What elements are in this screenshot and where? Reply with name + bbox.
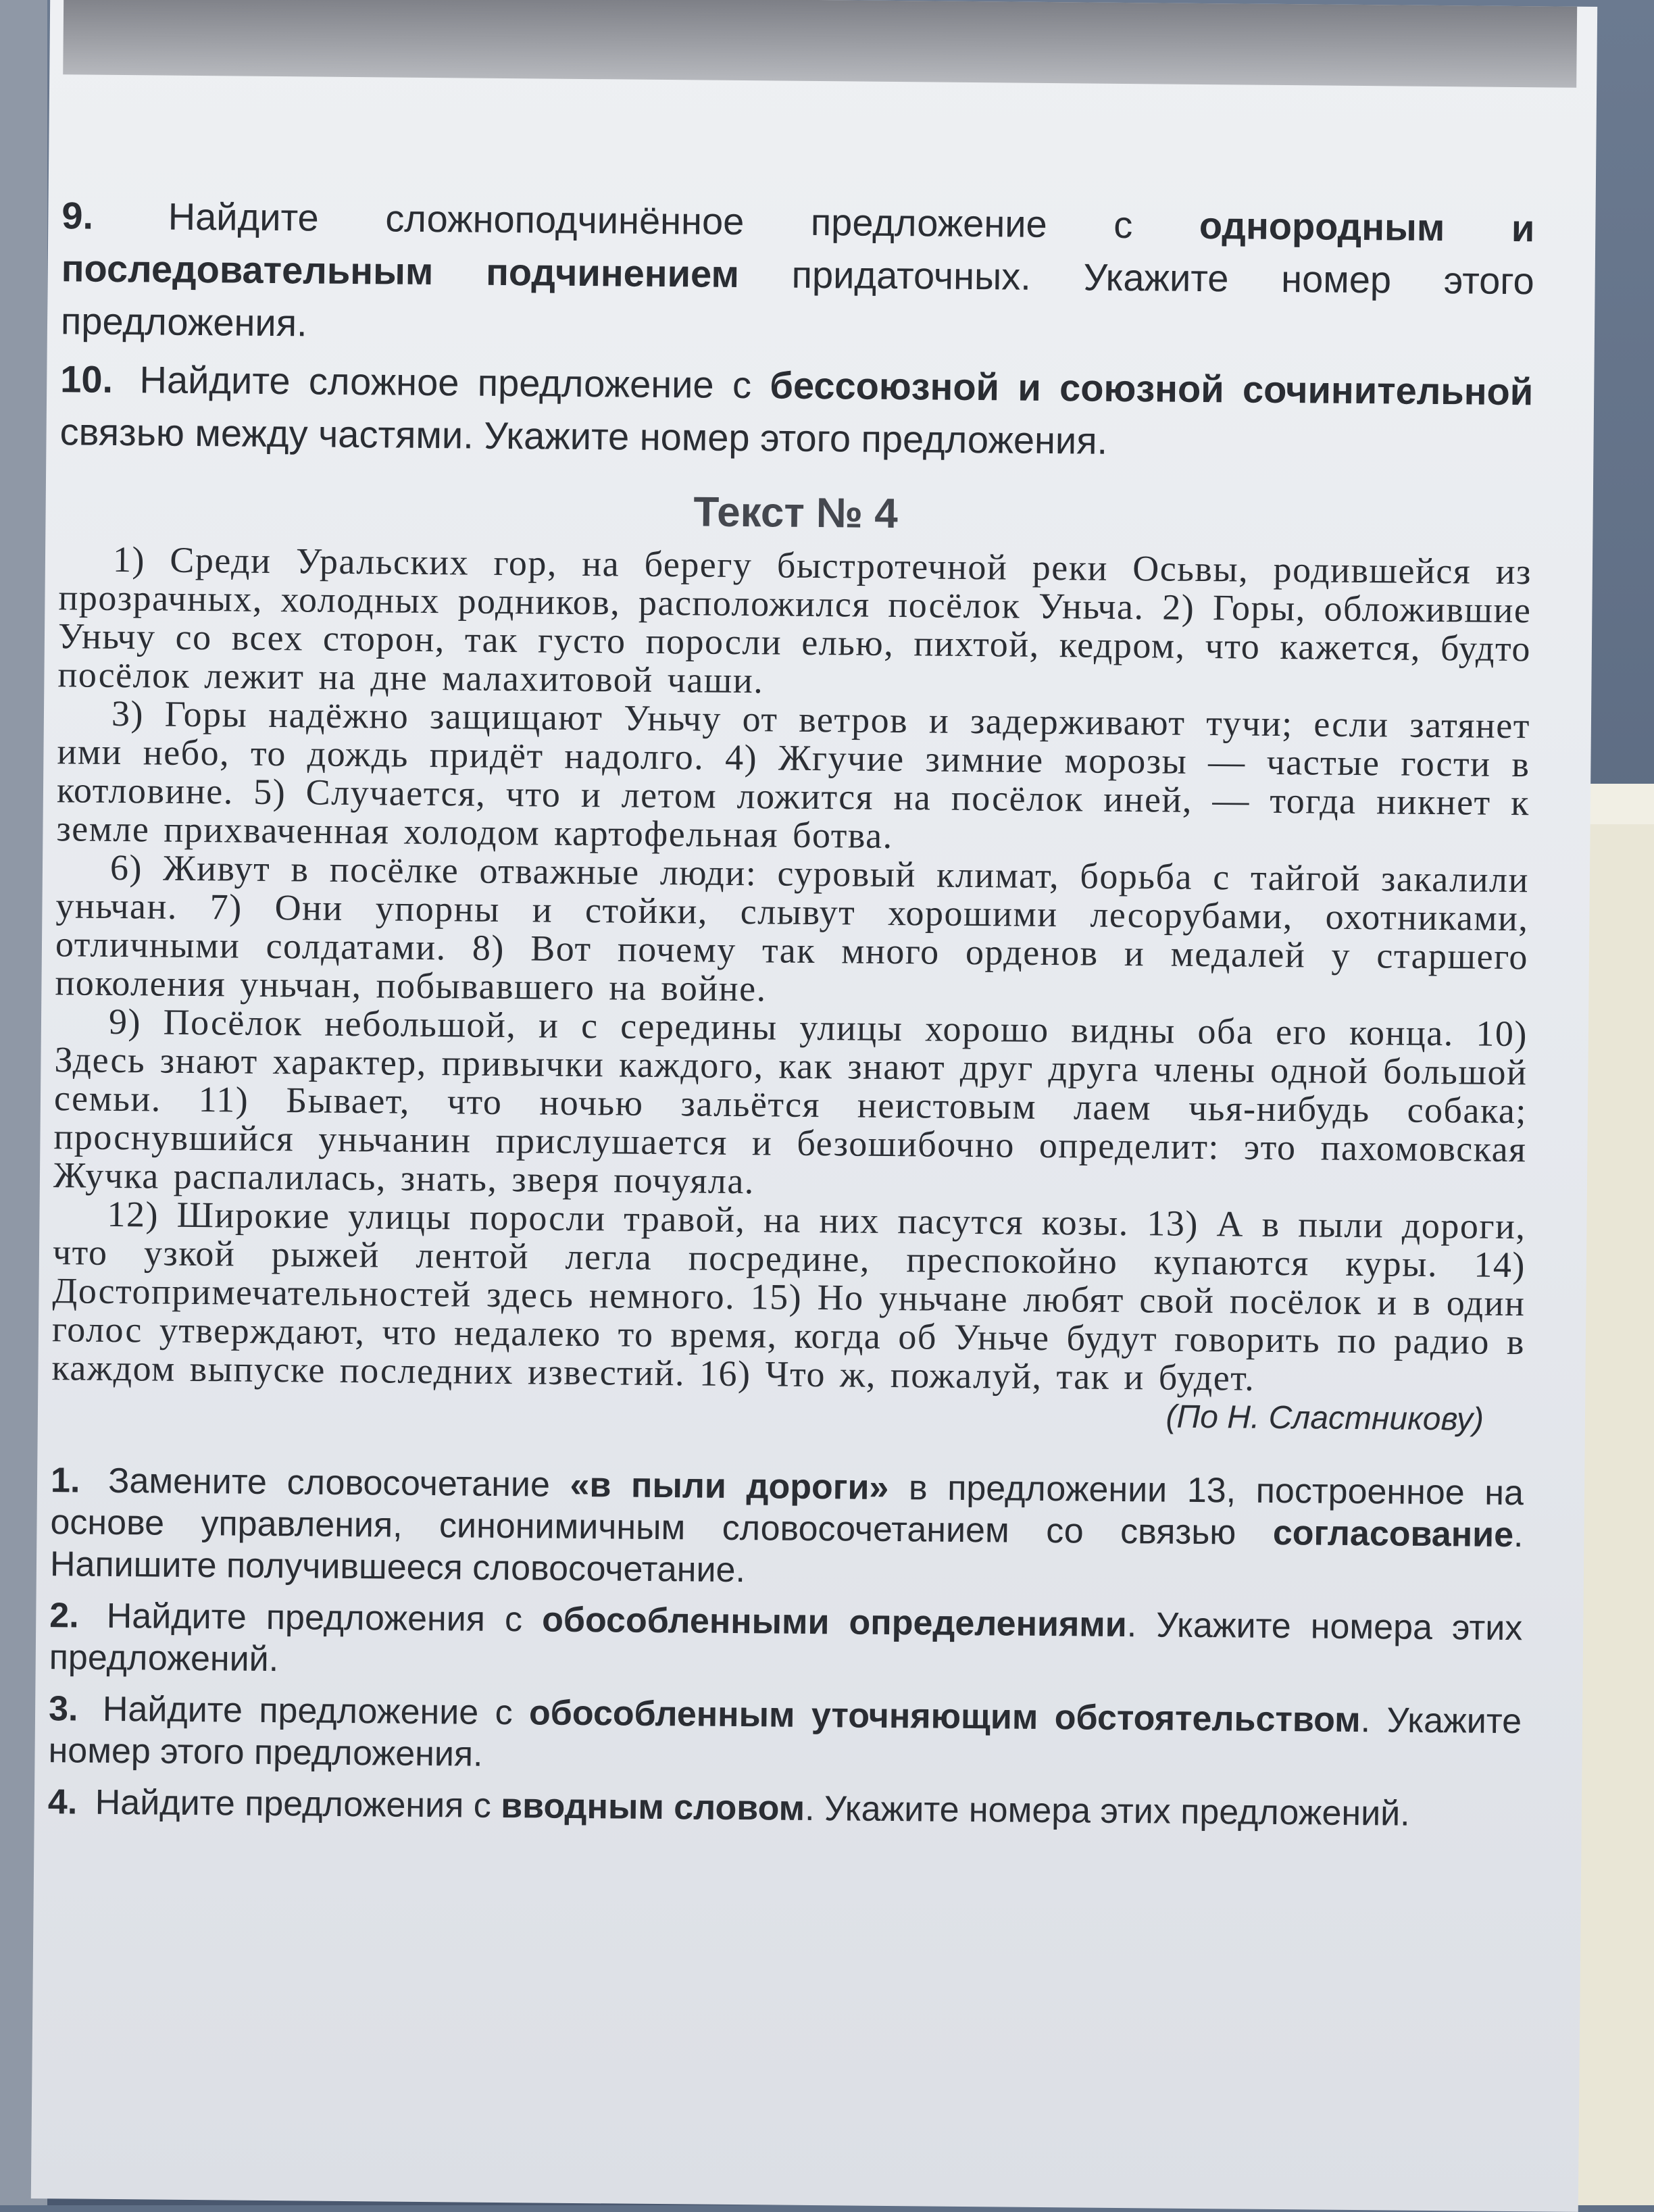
task-text-end: связью между частями. Укажите номер этого предложения. bbox=[59, 410, 1108, 462]
task-text: Найдите сложное предложение с bbox=[139, 358, 752, 407]
question-emphasis: обособленным уточняющим обстоятельством bbox=[528, 1693, 1361, 1740]
task-emphasis: бессоюзной и союзной сочинительной bbox=[770, 363, 1534, 413]
question-4 bbox=[48, 1781, 1521, 1836]
task-number: 9. bbox=[61, 194, 94, 237]
question-1 bbox=[50, 1459, 1524, 1598]
page-top-shadow bbox=[63, 0, 1577, 88]
question-emphasis: обособленными определениями bbox=[541, 1600, 1128, 1645]
task-9 bbox=[61, 189, 1535, 360]
task-text: Найдите сложноподчинённое предложение с bbox=[168, 195, 1133, 247]
question-number: 2. bbox=[49, 1596, 79, 1636]
question-emphasis: вводным словом bbox=[500, 1786, 805, 1828]
text-paragraph: 6) Живут в посёлке отважные люди: суровый климат, борьба с тайгой закалили уньчан. 7) Они упорны и стойки, слывут хорошими лесорубами, охотниками, отличными солдатами. 8) Вот почему так много орденов и медалей у старшего поколения уньчан, побывавшего на войне. bbox=[55, 847, 1530, 1009]
textbook-page bbox=[31, 0, 1597, 2212]
task-emphasis: однородным и последовательным подчинением bbox=[61, 203, 1535, 295]
task-10 bbox=[59, 353, 1533, 471]
text-author: (По Н. Сластникову) bbox=[1166, 1399, 1484, 1438]
text-paragraph: 3) Горы надёжно защищают Уньчу от ветров и задерживают тучи; если затянет ими небо, то дождь придёт надолго. 4) Жгучие зимние морозы — частые гости в котловине. 5) Случается, что и летом ложится на посёлок иней, — тогда никнет к земле прихваченная холодом картофельная ботва. bbox=[56, 693, 1531, 857]
question-number: 4. bbox=[47, 1782, 78, 1822]
question-text-end: . Укажите номер этого предложения. bbox=[48, 1701, 1522, 1774]
task-text-end: придаточных. Укажите номер этого предложения. bbox=[60, 253, 1534, 345]
text-paragraph: 1) Среди Уральских гор, на берегу быстротечной реки Осьвы, родившейся из прозрачных, холодных родников, расположился посёлок Уньча. 2) Горы, обложившие Уньчу со всех сторон, так густо поросли елью, пихтой, кедром, что кажется, будто посёлок лежит на дне малахитовой чаши. bbox=[57, 538, 1532, 701]
question-number: 3. bbox=[48, 1689, 78, 1729]
question-text-end: . Укажите номера этих предложений. bbox=[804, 1788, 1410, 1834]
text-paragraph: 12) Широкие улицы поросли травой, на них пасутся козы. 13) А в пыли дороги, что узкой рыжей лентой легла посредине, преспокойно купаются куры. 14) Достопримечательностей здесь немного. 15) Но уньчане любят свой посёлок и в один голос утверждают, что недалеко то время, когда об Уньче будут говорить по радио в каждом выпуске последних известий. 16) Что ж, пожалуй, так и будет. bbox=[51, 1193, 1526, 1399]
question-text: Найдите предложение с bbox=[102, 1689, 513, 1733]
question-emphasis-2: согласование bbox=[1272, 1513, 1514, 1555]
question-emphasis: «в пыли дороги» bbox=[570, 1465, 889, 1507]
question-3 bbox=[48, 1688, 1522, 1784]
question-text-end: . Напишите получившееся словосочетание. bbox=[49, 1515, 1524, 1590]
question-text-end: . Укажите номера этих предложений. bbox=[49, 1605, 1523, 1680]
task-number: 10. bbox=[60, 357, 114, 401]
question-text: Замените словосочетание bbox=[107, 1461, 551, 1505]
question-text-mid: в предложении 13, построенное на основе управления, синонимичным словосочетанием со связью bbox=[50, 1468, 1524, 1553]
question-2 bbox=[49, 1594, 1523, 1691]
question-text: Найдите предложения с bbox=[95, 1782, 492, 1826]
question-text: Найдите предложения с bbox=[106, 1596, 523, 1640]
text-title: Текст № 4 bbox=[693, 488, 899, 538]
text-paragraph: 9) Посёлок небольшой, и с середины улицы хорошо видны оба его конца. 10) Здесь знают характер, привычки каждого, как знают друг друга члены одной большой семьи. 11) Бывает, что ночью зальётся неистовым лаем чья-нибудь собака; проснувшийся уньчанин прислушается и безошибочно определит: это пахомовская Жучка распалилась, знать, зверя почуяла. bbox=[53, 1001, 1528, 1202]
page-content bbox=[48, 189, 1535, 1845]
question-number: 1. bbox=[50, 1461, 80, 1501]
